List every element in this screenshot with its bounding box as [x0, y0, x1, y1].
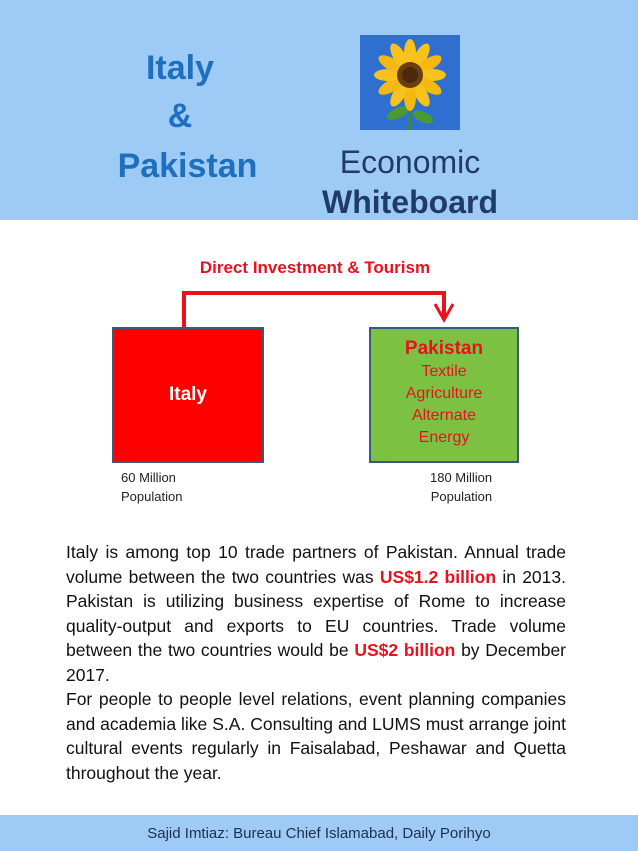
pakistan-sector-item: Agriculture: [405, 385, 483, 402]
footer-credit: Sajid Imtiaz: Bureau Chief Islamabad, Daily Porihyo: [147, 824, 491, 842]
title-ampersand: &: [167, 97, 193, 135]
pakistan-population: [430, 468, 492, 506]
italy-population: [121, 468, 182, 506]
trade-volume-2017: US$2 billion: [354, 640, 456, 660]
italy-box: [112, 327, 264, 463]
body-text-segment: Italy is among top 10 trade partners of Pakistan. Annual trade volume between the two countries was: [66, 542, 566, 587]
subtitle-economic: Economic: [339, 144, 481, 180]
pakistan-sector-item: Alternate: [411, 407, 477, 424]
pakistan-population-value: 180 Million: [430, 470, 493, 485]
body-paragraph-trade: [66, 540, 566, 687]
italy-population-value: 60 Million: [121, 470, 176, 485]
pakistan-sector-item: Energy: [418, 429, 470, 446]
trade-volume-2013: US$1.2 billion: [379, 566, 497, 587]
pakistan-box-title: Pakistan: [404, 338, 484, 359]
footer-credit-bar: [0, 815, 638, 851]
italy-population-label: Population: [121, 489, 183, 504]
flow-label: Direct Investment & Tourism: [199, 258, 431, 277]
pakistan-box: [369, 327, 519, 463]
body-text-segment: by December 2017.: [66, 640, 567, 685]
italy-box-label: Italy: [168, 384, 208, 405]
pakistan-population-label: Population: [430, 489, 493, 504]
title-pakistan: Pakistan: [117, 147, 258, 185]
title-italy: Italy: [145, 49, 215, 87]
body-text: [66, 540, 566, 785]
body-paragraph-culture: For people to people level relations, event planning companies and academia like S.A. Consulting and LUMS must arrange joint cultural events regularly in Faisalabad, Peshawar and Quetta throughout the year.: [66, 689, 566, 783]
subtitle-whiteboard: Whiteboard: [322, 184, 498, 220]
body-text-segment: in 2013. Pakistan is utilizing business expertise of Rome to increase quality-output and exports to EU countries. Trade volume between the two countries would be: [66, 566, 566, 660]
pakistan-sector-item: Textile: [421, 363, 467, 380]
